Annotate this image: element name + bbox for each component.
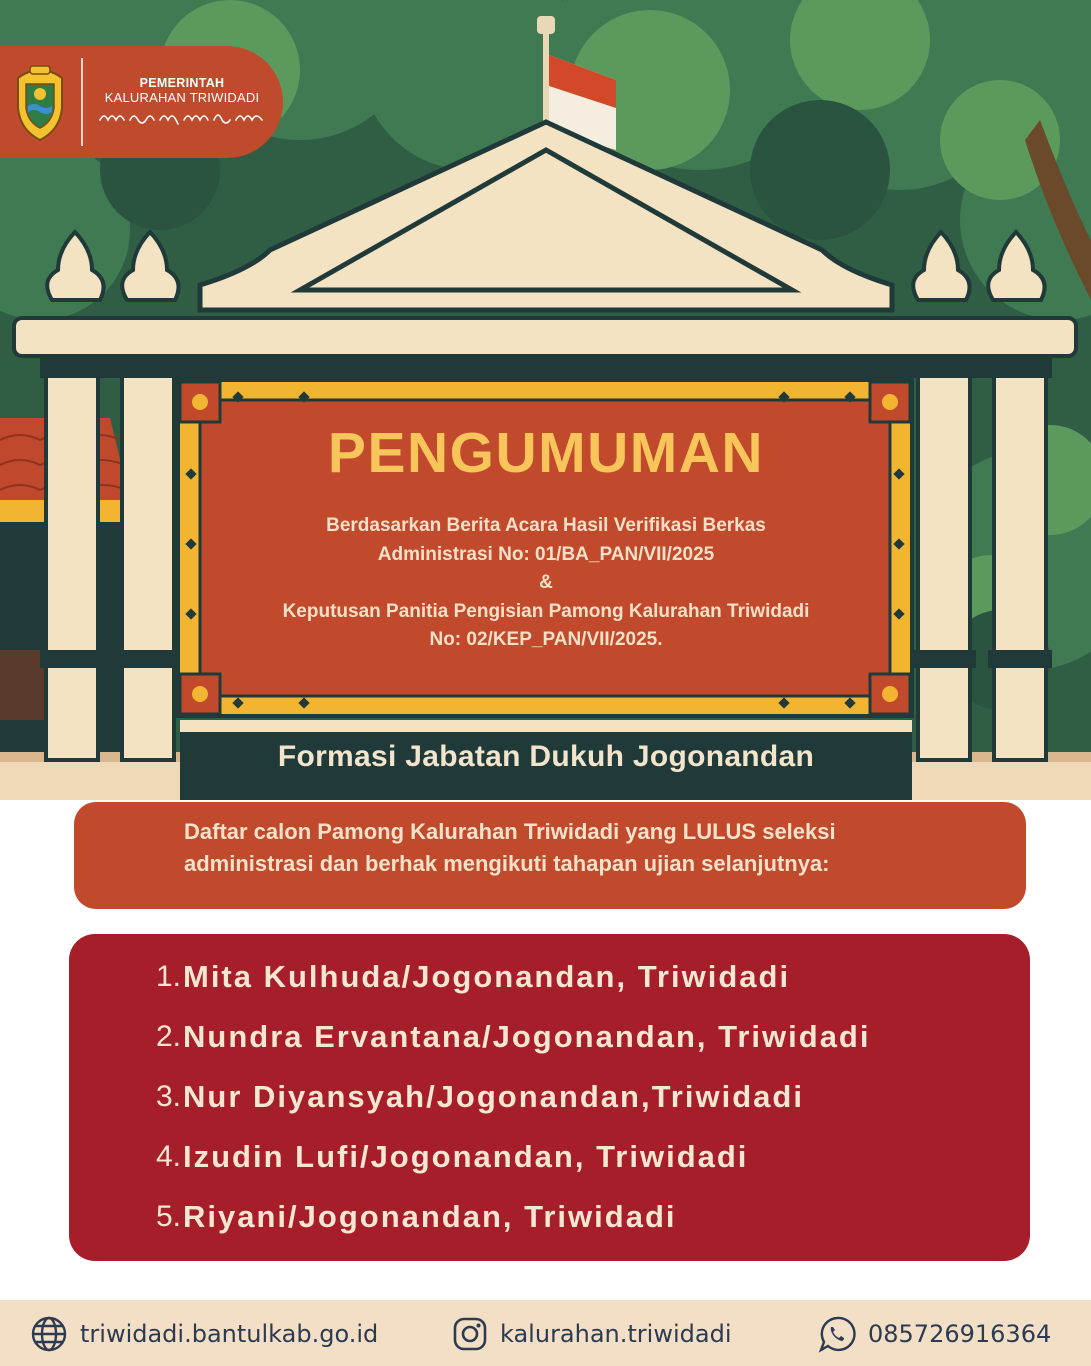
list-item	[69, 1070, 1030, 1130]
candidate-name: Nur Diyansyah/Jogonandan,Triwidadi	[183, 1079, 804, 1114]
list-number: 2.	[155, 1020, 181, 1053]
whatsapp-link[interactable]	[818, 1316, 1051, 1352]
candidate-name: Mita Kulhuda/Jogonandan, Triwidadi	[183, 959, 791, 994]
info-box	[74, 802, 1026, 909]
announcement-line: No: 02/KEP_PAN/VII/2025.	[429, 629, 663, 650]
list-item	[69, 1010, 1030, 1070]
candidate-list	[69, 934, 1030, 1261]
website-link[interactable]	[30, 1316, 378, 1352]
candidate-name: Izudin Lufi/Jogonandan, Triwidadi	[183, 1139, 749, 1174]
header-badge	[0, 46, 283, 158]
list-number: 5.	[155, 1200, 181, 1233]
announcement-line: &	[539, 572, 553, 593]
list-item	[69, 1130, 1030, 1190]
badge-divider	[81, 58, 83, 146]
website-text: triwidadi.bantulkab.go.id	[80, 1320, 379, 1348]
announcement-line: Keputusan Panitia Pengisian Pamong Kalurahan Triwidadi	[282, 600, 810, 622]
formation-plaque: Formasi Jabatan Dukuh Jogonandan	[277, 740, 815, 773]
list-number: 4.	[155, 1140, 181, 1173]
candidate-name: Riyani/Jogonandan, Triwidadi	[183, 1199, 677, 1234]
info-line: Daftar calon Pamong Kalurahan Triwidadi yang LULUS seleksi	[184, 819, 836, 844]
list-item	[69, 950, 1030, 1010]
org-line-2: KALURAHAN TRIWIDADI	[104, 90, 260, 105]
announcement-title: PENGUMUMAN	[327, 421, 765, 485]
info-line: administrasi dan berhak mengikuti tahapan ujian selanjutnya:	[184, 851, 830, 876]
list-number: 1.	[155, 960, 181, 993]
announcement-line: Berdasarkan Berita Acara Hasil Verifikasi Berkas	[326, 515, 766, 536]
phone-text: 085726916364	[868, 1320, 1052, 1348]
instagram-text: kalurahan.triwidadi	[500, 1320, 732, 1348]
announcement-body	[210, 512, 882, 655]
globe-icon	[30, 1315, 68, 1353]
list-item	[69, 1190, 1030, 1250]
announcement-line: Administrasi No: 01/BA_PAN/VII/2025	[377, 543, 715, 565]
whatsapp-icon	[818, 1315, 856, 1353]
regency-emblem-icon	[12, 60, 68, 144]
org-line-1: PEMERINTAH	[139, 76, 225, 90]
candidate-name: Nundra Ervantana/Jogonandan, Triwidadi	[183, 1019, 871, 1054]
list-number: 3.	[155, 1080, 181, 1113]
instagram-link[interactable]	[452, 1316, 731, 1352]
javanese-script-logo	[98, 108, 266, 128]
footer	[0, 1300, 1091, 1366]
instagram-icon	[452, 1316, 488, 1352]
